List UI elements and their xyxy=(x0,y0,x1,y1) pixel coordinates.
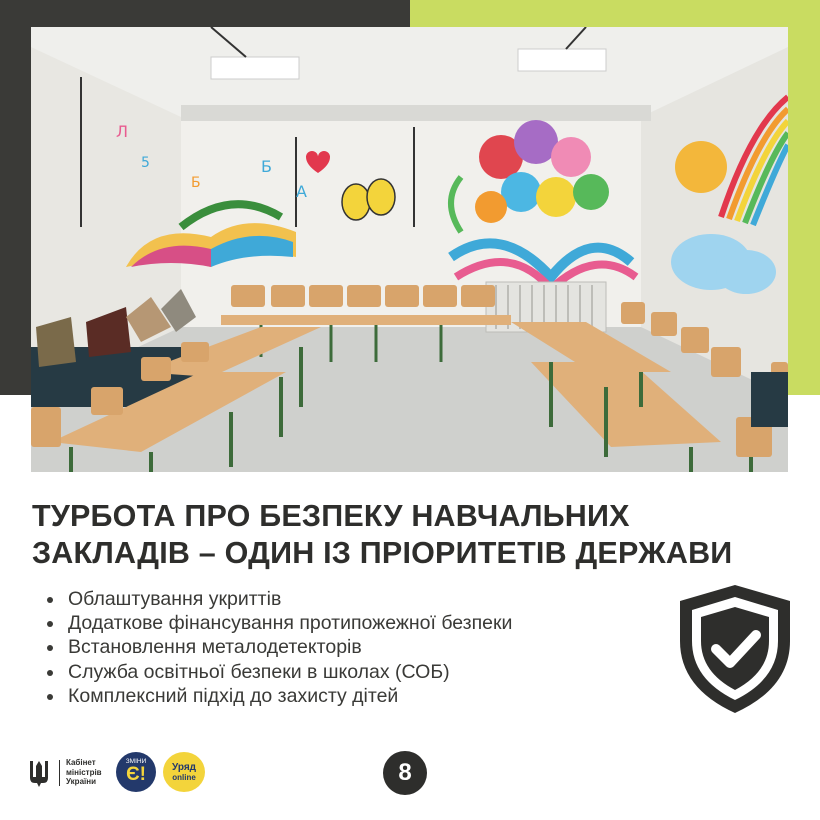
list-item: Додаткове фінансування протипожежної безпеки xyxy=(44,611,512,635)
trident-icon xyxy=(28,758,50,788)
svg-text:Л: Л xyxy=(116,122,129,141)
list-item: Встановлення металодетекторів xyxy=(44,635,512,659)
list-item: Служба освітньої безпеки в школах (СОБ) xyxy=(44,660,512,684)
cabinet-logo-text: Кабінет міністрів України xyxy=(66,758,102,786)
svg-text:Б: Б xyxy=(261,157,272,176)
shield-check-icon xyxy=(676,583,794,715)
headline-line-2: ЗАКЛАДІВ – ОДИН ІЗ ПРІОРИТЕТІВ ДЕРЖАВИ xyxy=(32,536,733,570)
shelter-classroom-photo xyxy=(31,27,788,472)
bullet-list xyxy=(44,587,512,708)
headline xyxy=(32,498,802,572)
list-item: Облаштування укриттів xyxy=(44,587,512,611)
footer-logos xyxy=(28,750,328,796)
list-item: Комплексний підхід до захисту дітей xyxy=(44,684,512,708)
footer-divider xyxy=(59,760,60,786)
svg-text:5: 5 xyxy=(141,155,150,171)
svg-text:А: А xyxy=(296,182,307,201)
uryad-online-logo: Уряд online xyxy=(163,752,205,792)
page-number: 8 xyxy=(383,751,427,795)
svg-text:Б: Б xyxy=(191,175,201,191)
headline-line-1: ТУРБОТА ПРО БЕЗПЕКУ НАВЧАЛЬНИХ xyxy=(32,499,630,533)
zminy-ye-logo: ЗМІНИ Є! xyxy=(116,752,156,792)
